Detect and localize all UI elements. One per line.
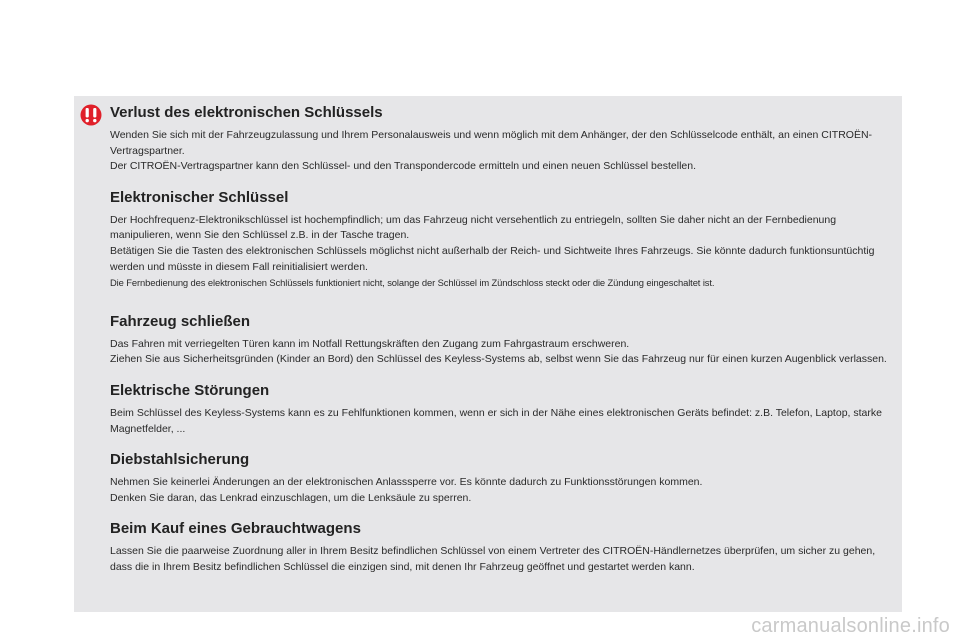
section-paragraph: Beim Schlüssel des Keyless-Systems kann es zu Fehlfunktionen kommen, wenn er sich in der Nähe eines elektronischen Geräts befindet: z.B. Telefon, Laptop, starke Magnetfelder, ... xyxy=(110,406,882,435)
content xyxy=(110,104,894,576)
section-paragraph: Lassen Sie die paarweise Zuordnung aller in Ihrem Besitz befindlichen Schlüssel von einem Vertreter des CITROËN-Händlernetzes überprüfen, um sicher zu gehen, dass die in Ihrem Besitz befindlichen Schlüssel die einzigen sind, mit denen Ihr Fahrzeug geöffnet und gestartet werden kann. xyxy=(110,545,876,573)
section-used-car-purchase xyxy=(110,520,894,575)
section-paragraph: Das Fahren mit verriegelten Türen kann im Notfall Rettungskräften den Zugang zum Fahrgastraum erschweren. xyxy=(110,337,630,350)
section-paragraph: Der CITROËN-Vertragspartner kann den Schlüssel- und den Transpondercode ermitteln und einen neuen Schlüssel bestellen. xyxy=(110,160,697,173)
section-locking-vehicle xyxy=(110,313,894,368)
warning-exclamation-icon xyxy=(80,104,102,126)
section-title: Verlust des elektronischen Schlüssels xyxy=(110,104,383,121)
section-title: Elektronischer Schlüssel xyxy=(110,188,289,206)
section-electronic-key xyxy=(110,189,894,291)
section-anti-theft xyxy=(110,451,894,506)
section-paragraph: Denken Sie daran, das Lenkrad einzuschlagen, um die Lenksäule zu sperren. xyxy=(110,491,472,504)
section-title: Fahrzeug schließen xyxy=(110,312,251,330)
section-paragraph: Die Fernbedienung des elektronischen Schlüssels funktioniert nicht, solange der Schlüssel im Zündschloss steckt oder die Zündung eingeschaltet ist. xyxy=(110,277,715,289)
section-paragraph: Wenden Sie sich mit der Fahrzeugzulassung und Ihrem Personalausweis und wenn möglich mit dem Anhänger, der den Schlüsselcode enthält, an einen CITROËN-Vertragspartner. xyxy=(110,129,873,157)
section-paragraph: Ziehen Sie aus Sicherheitsgründen (Kinder an Bord) den Schlüssel des Keyless-Systems ab, selbst wenn Sie das Fahrzeug nur für einen kurzen Augenblick verlassen. xyxy=(110,353,887,366)
section-electrical-interference xyxy=(110,382,894,437)
watermark: carmanualsonline.info xyxy=(751,615,950,637)
section-paragraph: Nehmen Sie keinerlei Änderungen an der elektronischen Anlasssperre vor. Es könnte dadurch zu Funktionsstörungen kommen. xyxy=(110,476,703,489)
section-paragraph: Betätigen Sie die Tasten des elektronischen Schlüssels möglichst nicht außerhalb der Reich- und Sichtweite Ihres Fahrzeugs. Sie könnte dadurch funktionsuntüchtig werden und müsste in diesem Fall reinitialisiert werden. xyxy=(110,244,875,273)
section-title: Diebstahlsicherung xyxy=(110,451,250,469)
section-title: Elektrische Störungen xyxy=(110,381,270,399)
section-title: Beim Kauf eines Gebrauchtwagens xyxy=(110,520,361,538)
section-paragraph: Der Hochfrequenz-Elektronikschlüssel ist hochempfindlich; um das Fahrzeug nicht versehentlich zu entriegeln, sollten Sie daher nicht an der Fernbedienung manipulieren, wenn Sie den Schlüssel z.B. in der Tasche tragen. xyxy=(110,213,837,242)
section-lost-key xyxy=(110,104,894,175)
